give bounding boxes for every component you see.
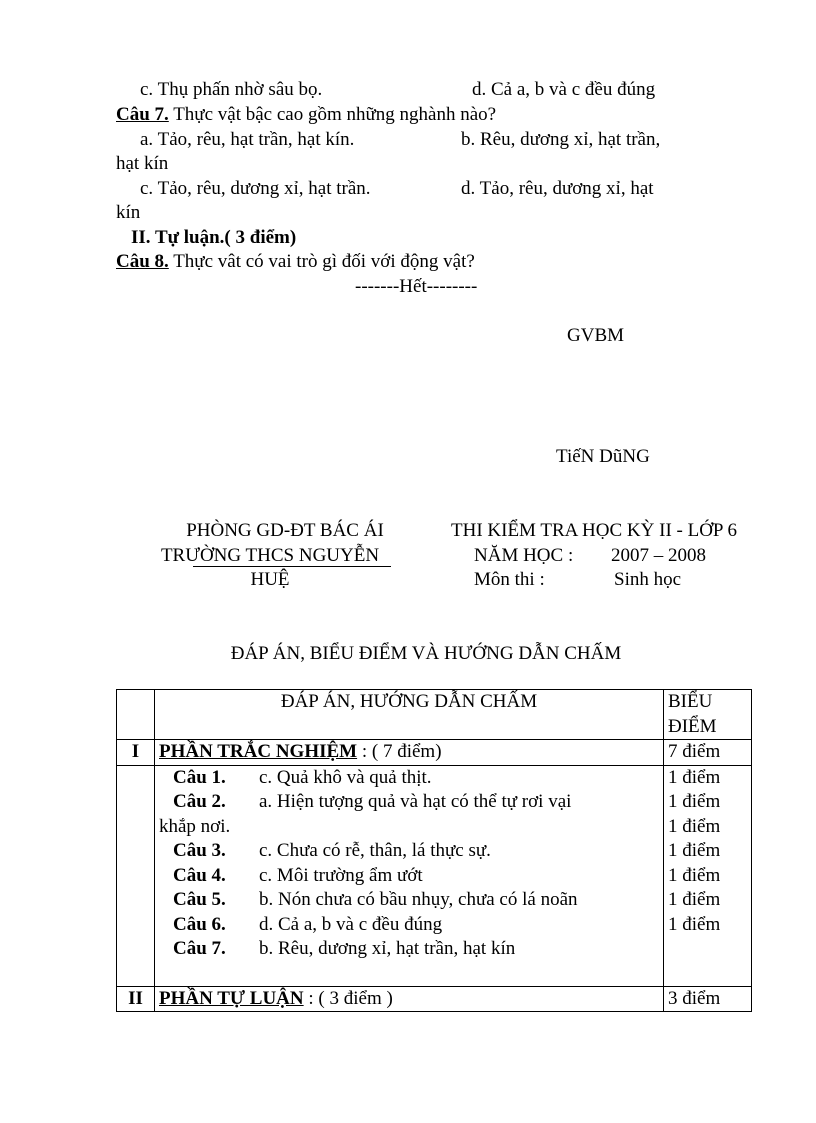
- grading-table: [116, 689, 752, 1012]
- school-underline: [193, 566, 391, 567]
- department-name: PHÒNG GD-ĐT BÁC ÁI: [186, 520, 384, 541]
- answer-text: d. Cả a, b và c đều đúng: [259, 913, 443, 935]
- school-name-line1: TRƯỜNG THCS NGUYỄN: [160, 545, 380, 566]
- answer-text: b. Nón chưa có bầu nhụy, chưa có lá noãn: [259, 889, 578, 910]
- answer-score: 1 điểm: [668, 766, 721, 788]
- signature-name: TiếN DũNG: [556, 446, 650, 467]
- section-1-suffix: : ( 7 điểm): [357, 741, 442, 762]
- answer-label: Câu 2.: [173, 791, 226, 812]
- section-1-score: 7 điểm: [664, 740, 752, 766]
- section-2-suffix: : ( 3 điểm ): [303, 987, 393, 1009]
- exam-title: THI KIỂM TRA HỌC KỲ II - LỚP 6: [451, 520, 738, 541]
- section-1-row: [117, 740, 752, 766]
- table-header-row: [117, 690, 752, 740]
- score-header-line2: ĐIỂM: [668, 715, 717, 737]
- answer-text: c. Môi trường ẩm ướt: [259, 864, 423, 886]
- q7-option-b: b. Rêu, dương xỉ, hạt trần,: [461, 129, 661, 150]
- q7-option-a: a. Tảo, rêu, hạt trần, hạt kín.: [140, 129, 355, 150]
- answer-key-title: ĐÁP ÁN, BIỂU ĐIỂM VÀ HƯỚNG DẪN CHẤM: [230, 643, 622, 664]
- answers-num-cell: [117, 765, 155, 986]
- q7-option-d-cont: kín: [116, 202, 141, 223]
- answer-score: 1 điểm: [668, 864, 721, 886]
- q7-option-d: d. Tảo, rêu, dương xỉ, hạt: [461, 178, 654, 199]
- answer-text: c. Chưa có rễ, thân, lá thực sự.: [259, 840, 491, 861]
- section-1-number: I: [117, 740, 155, 766]
- answer-line: [159, 937, 659, 962]
- answer-label: Câu 4.: [173, 864, 226, 886]
- answer-line: [159, 815, 659, 840]
- signature-title: GVBM: [567, 325, 625, 346]
- subject-label: Môn thi :: [474, 569, 545, 590]
- end-marker: -------Hết--------: [355, 276, 478, 297]
- q7-option-b-cont: hạt kín: [116, 153, 169, 174]
- answer-score: 1 điểm: [668, 889, 721, 910]
- table-header-score: [664, 690, 752, 740]
- answer-label: Câu 5.: [173, 889, 226, 910]
- answer-line: [159, 888, 659, 913]
- school-name-line2: HUỆ: [250, 569, 290, 590]
- answer-line: [159, 839, 659, 864]
- q8-text: Thực vât có vai trò gì đối với động vật?: [168, 251, 475, 272]
- answer-line: [159, 913, 659, 938]
- section-1-title-cell: [155, 740, 664, 766]
- q8-label: Câu 8.: [116, 251, 169, 272]
- answer-score: 1 điểm: [668, 815, 721, 837]
- school-year-label: NĂM HỌC :: [474, 545, 574, 566]
- q7-option-c: c. Tảo, rêu, dương xỉ, hạt trần.: [140, 178, 371, 199]
- answers-row: [117, 765, 752, 986]
- answer-score: 1 điểm: [668, 913, 721, 935]
- section-1-title: PHẦN TRẮC NGHIỆM: [159, 741, 358, 762]
- answer-line: [159, 766, 659, 791]
- answer-line: [159, 790, 659, 815]
- section-2-heading: II. Tự luận.( 3 điểm): [131, 227, 297, 248]
- score-header-line1: BIỂU: [668, 691, 713, 712]
- section-2-row: [117, 986, 752, 1012]
- section-2-number: II: [117, 986, 155, 1012]
- answer-label: Câu 7.: [173, 938, 226, 959]
- q6-option-c: c. Thụ phấn nhờ sâu bọ.: [140, 79, 323, 100]
- answer-label: Câu 3.: [173, 840, 226, 861]
- answer-label: Câu 1.: [173, 766, 226, 788]
- section-2-score: 3 điểm: [664, 986, 752, 1012]
- section-2-title-cell: [155, 986, 664, 1012]
- section-2-title: PHẦN TỰ LUẬN: [159, 987, 304, 1009]
- subject-value: Sinh học: [614, 569, 682, 590]
- table-header-answer: ĐÁP ÁN, HƯỚNG DẪN CHẤM: [155, 690, 664, 740]
- school-year-value: 2007 – 2008: [611, 545, 706, 566]
- q6-option-d: d. Cả a, b và c đều đúng: [472, 79, 656, 100]
- answer-text: b. Rêu, dương xỉ, hạt trần, hạt kín: [259, 938, 516, 959]
- answers-score-cell: [664, 765, 752, 986]
- answer-line: [159, 864, 659, 889]
- answer-text: khắp nơi.: [159, 815, 231, 837]
- table-header-num: [117, 690, 155, 740]
- q7-text: Thực vật bậc cao gồm những nghành nào?: [168, 104, 497, 125]
- answer-text: a. Hiện tượng quả và hạt có thể tự rơi vại: [259, 791, 572, 812]
- q7-label: Câu 7.: [116, 104, 169, 125]
- q8-line: [116, 250, 475, 274]
- q7-line: [116, 103, 496, 127]
- answer-score: 1 điểm: [668, 840, 721, 861]
- answer-score: 1 điểm: [668, 791, 721, 812]
- answer-text: c. Quả khô và quả thịt.: [259, 766, 432, 788]
- answers-cell: [155, 765, 664, 986]
- answer-label: Câu 6.: [173, 913, 226, 935]
